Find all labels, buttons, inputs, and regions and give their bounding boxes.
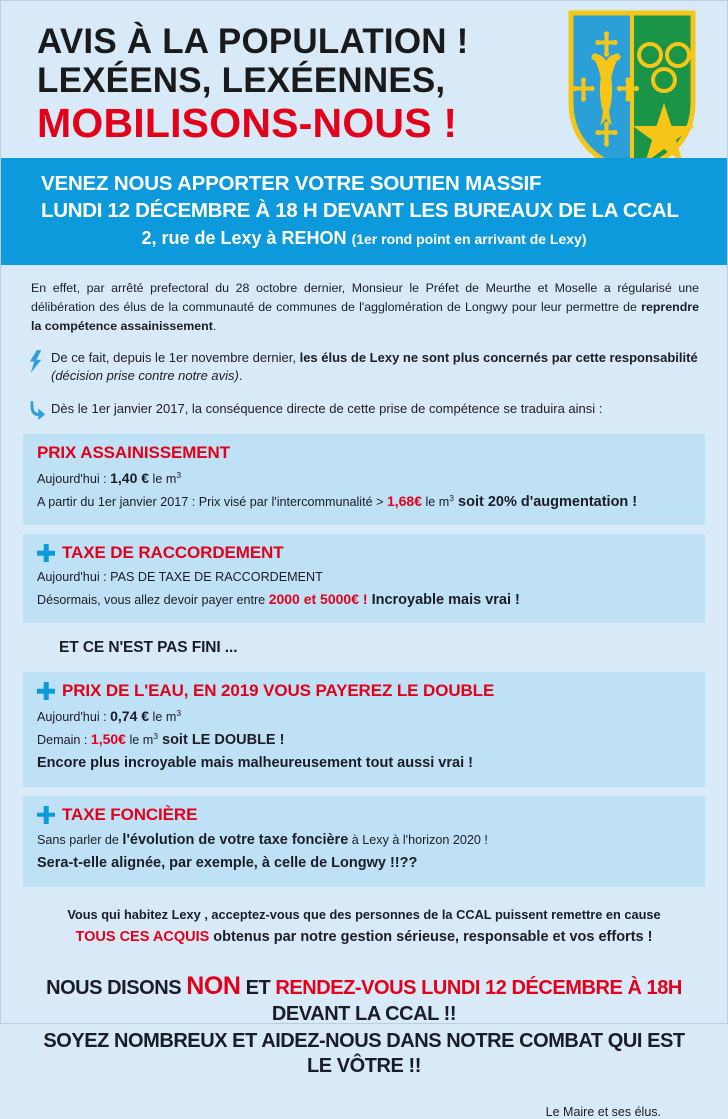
coat-of-arms-icon xyxy=(565,7,699,177)
price-value: 0,74 € xyxy=(110,708,150,725)
final-line-secondary: SOYEZ NOMBREUX ET AIDEZ-NOUS DANS NOTRE COMBAT QUI EST LE VÔTRE !! xyxy=(43,1030,685,1078)
plus-icon xyxy=(37,806,55,824)
section-line xyxy=(37,705,691,728)
plus-icon xyxy=(37,682,55,700)
section-prix-de-l-eau xyxy=(23,672,705,787)
poster-body xyxy=(1,265,727,1119)
headline-callout: MOBILISONS-NOUS ! xyxy=(37,100,458,147)
section-heading: TAXE DE RACCORDEMENT xyxy=(62,543,284,563)
section-line: Aujourd'hui : PAS DE TAXE DE RACCORDEMENT xyxy=(37,570,323,585)
bullet-1-bold: les élus de Lexy ne sont plus concernés par cette responsabilité xyxy=(299,349,698,365)
line-text: Désormais, vous allez devoir payer entre xyxy=(37,592,269,607)
section-line xyxy=(37,852,691,875)
call-line-datetime: LUNDI 12 DÉCEMBRE À 18 H DEVANT LES BUREAUX DE LA CCAL xyxy=(41,199,679,222)
bullet-1-part-1: De ce fait, depuis le 1er novembre dernier, xyxy=(51,349,300,365)
section-line xyxy=(37,588,691,612)
call-address-note: (1er rond point en arrivant de Lexy) xyxy=(351,231,587,247)
section-line xyxy=(37,467,691,490)
headline-secondary: LEXÉENS, LEXÉENNES, xyxy=(37,61,446,101)
section-heading: PRIX ASSAINISSEMENT xyxy=(37,443,231,463)
bullet-item xyxy=(23,349,705,387)
line-unit-exponent: 3 xyxy=(176,708,182,719)
bullet-text xyxy=(51,349,705,387)
section-title xyxy=(37,543,691,563)
line-unit-exponent: 3 xyxy=(153,730,158,741)
section-heading: TAXE FONCIÈRE xyxy=(62,804,198,824)
signature-text: Le Maire et ses élus. xyxy=(545,1105,661,1119)
intro-text-part-2: . xyxy=(212,318,217,333)
price-value-highlight: 1,50€ xyxy=(90,730,126,747)
curved-arrow-icon xyxy=(29,400,51,425)
line-unit-exponent: 3 xyxy=(176,470,182,481)
section-title xyxy=(37,681,691,701)
headline-primary: AVIS À LA POPULATION ! xyxy=(37,22,469,61)
line-unit: le m xyxy=(149,472,177,487)
call-address-text: 2, rue de Lexy à REHON xyxy=(141,228,352,248)
final-rendezvous-highlight: RENDEZ-VOUS LUNDI 12 DÉCEMBRE À 18H xyxy=(275,976,682,999)
call-to-action-band xyxy=(1,158,727,265)
price-value-highlight: 1,68€ xyxy=(386,492,422,509)
section-prix-assainissement xyxy=(23,434,705,525)
poster-header xyxy=(1,1,727,158)
section-title xyxy=(37,443,691,463)
line-unit: le m xyxy=(149,710,177,725)
midline-text: ET CE N'EST PAS FINI ... xyxy=(59,639,238,657)
section-line xyxy=(37,490,691,514)
line-unit-exponent: 3 xyxy=(449,492,455,503)
line-emphasis: soit 20% d'augmentation ! xyxy=(454,493,638,510)
section-line xyxy=(37,752,691,775)
section-title xyxy=(37,805,691,825)
final-part-a: NOUS DISONS xyxy=(46,976,187,999)
section-taxe-fonciere xyxy=(23,796,705,887)
intro-paragraph xyxy=(23,277,705,336)
closing-statement xyxy=(53,926,675,949)
line-text: Aujourd'hui : xyxy=(37,710,111,725)
section-line xyxy=(37,829,691,852)
bullet-text: Dès le 1er janvier 2017, la conséquence directe de cette prise de compétence se traduira ainsi : xyxy=(51,401,603,417)
final-call-block xyxy=(23,949,705,1079)
line-emphasis: Encore plus incroyable mais malheureusement tout aussi vrai ! xyxy=(37,755,473,772)
line-text: à Lexy à l'horizon 2020 ! xyxy=(348,832,488,847)
closing-highlight: TOUS CES ACQUIS xyxy=(75,928,210,945)
closing-rest: obtenus par notre gestion sérieuse, responsable et vos efforts ! xyxy=(209,928,653,945)
intro-text-part-1: En effet, par arrêté prefectoral du 28 octobre dernier, Monsieur le Préfet de Meurthe et Moselle a régularisé une délibération des élus de la communauté de communes de l'agglomération de Longwy pour leur permettre de xyxy=(31,281,699,314)
line-emphasis: Sera-t-elle alignée, par exemple, à celle de Longwy !!?? xyxy=(37,855,418,872)
line-emphasis: l'évolution de votre taxe foncière xyxy=(122,831,349,848)
line-emphasis: soit LE DOUBLE ! xyxy=(157,731,285,748)
line-unit: le m xyxy=(125,732,154,747)
call-line-primary: VENEZ NOUS APPORTER VOTRE SOUTIEN MASSIF xyxy=(41,172,542,195)
closing-question: Vous qui habitez Lexy , acceptez-vous que des personnes de la CCAL puissent remettre en cause xyxy=(67,906,661,922)
bullet-item xyxy=(23,400,705,425)
price-value: 1,40 € xyxy=(110,470,150,487)
bullet-1-part-2: . xyxy=(238,368,243,384)
price-value-highlight: 2000 et 5000€ ! xyxy=(268,590,368,607)
final-line-primary xyxy=(37,971,691,1027)
final-non-emphasis: NON xyxy=(186,971,241,1000)
bullet-1-italic: (décision prise contre notre avis) xyxy=(51,368,239,384)
section-taxe-de-raccordement xyxy=(23,534,705,623)
intro-text-bold: reprendre la compétence assainissement xyxy=(31,299,699,333)
line-text: A partir du 1er janvier 2017 : Prix visé par l'intercommunalité > xyxy=(37,494,387,509)
line-text: Aujourd'hui : xyxy=(37,472,111,487)
closing-block xyxy=(23,887,705,949)
line-text: Demain : xyxy=(37,732,91,747)
final-part-c: DEVANT LA CCAL !! xyxy=(271,1003,457,1026)
call-line-address xyxy=(21,228,707,249)
line-text: Sans parler de xyxy=(37,832,123,847)
line-emphasis: Incroyable mais vrai ! xyxy=(367,591,520,608)
plus-icon xyxy=(37,544,55,562)
section-heading: PRIX DE L'EAU, EN 2019 VOUS PAYEREZ LE DOUBLE xyxy=(62,681,495,701)
final-part-b: ET xyxy=(240,976,276,999)
section-line xyxy=(37,728,691,752)
lightning-bolt-icon xyxy=(29,349,51,378)
line-unit: le m xyxy=(422,494,450,509)
